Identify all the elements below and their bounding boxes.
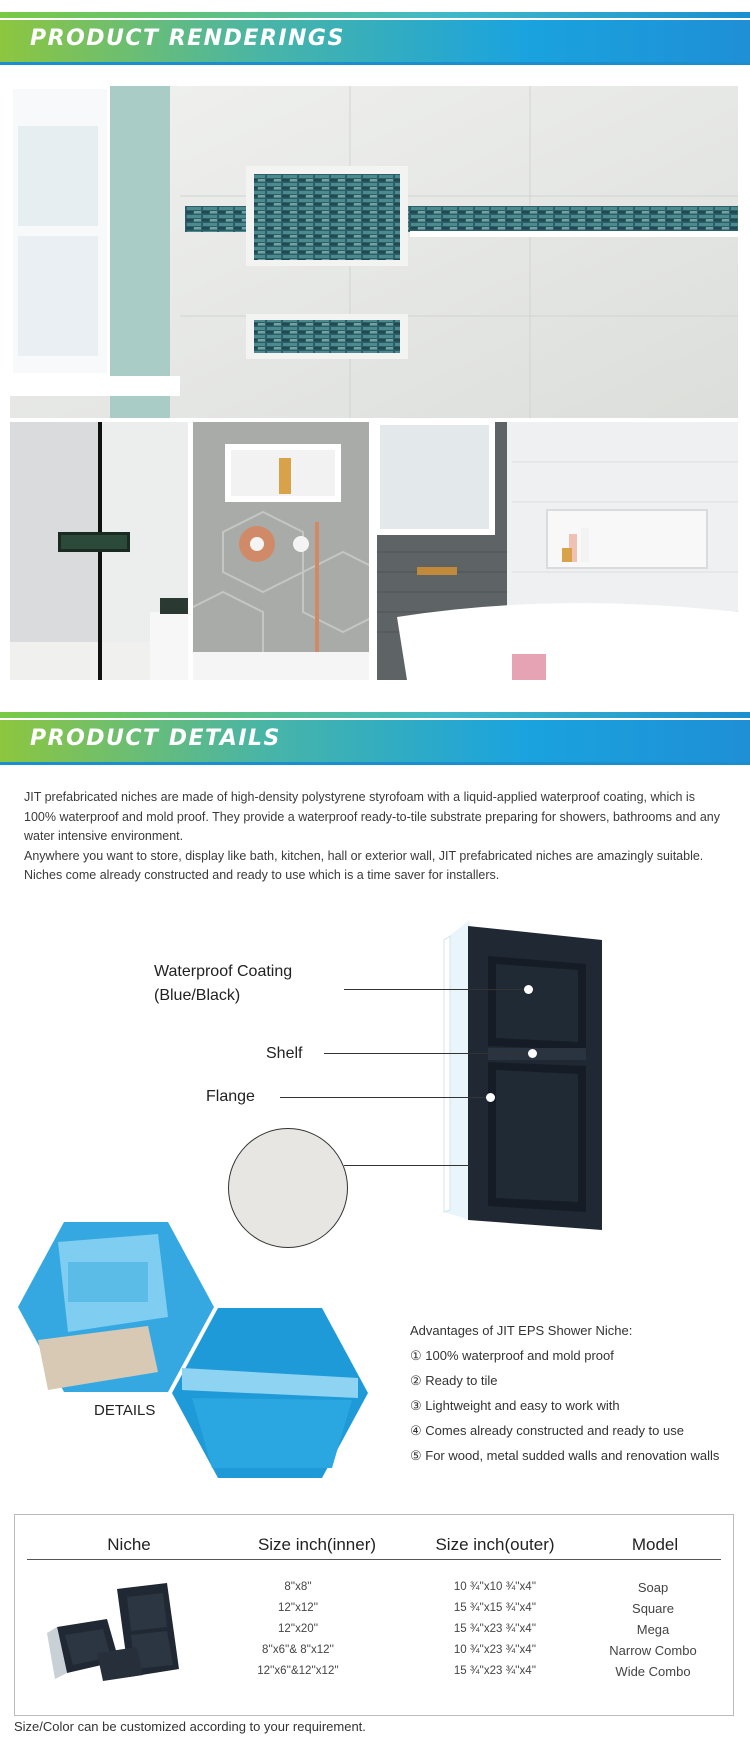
advantage-item: ① 100% waterproof and mold proof xyxy=(410,1348,614,1363)
header-inner-size: Size inch(inner) xyxy=(257,1535,377,1554)
eps-foam-closeup xyxy=(228,1128,348,1248)
advantage-item: ③ Lightweight and easy to work with xyxy=(410,1398,620,1413)
outer-size-cell: 15 ¾''x15 ¾''x4'' xyxy=(453,1602,537,1614)
inner-size-cell: 8''x8'' xyxy=(284,1581,312,1593)
outer-size-cell: 10 ¾''x10 ¾''x4'' xyxy=(453,1581,537,1593)
model-cell: Mega xyxy=(636,1622,670,1637)
coating-label: Waterproof Coating xyxy=(154,963,293,980)
model-cell: Narrow Combo xyxy=(609,1643,697,1658)
detail-hexagon-2 xyxy=(172,1308,368,1478)
header-niche: Niche xyxy=(107,1535,151,1554)
shelf-marker xyxy=(528,1049,537,1058)
size-table xyxy=(14,1514,734,1716)
model-cell: Soap xyxy=(637,1580,669,1595)
inner-size-cell: 12''x12'' xyxy=(277,1602,319,1614)
inner-size-cell: 12''x6''&12''x12'' xyxy=(257,1665,339,1677)
main-rendering-photo xyxy=(10,86,738,418)
coating-color-label: (Blue/Black) xyxy=(154,987,241,1004)
header-model: Model xyxy=(631,1535,679,1554)
description-paragraph-1: JIT prefabricated niches are made of high-density polystyrene styrofoam with a liquid-applied waterproof coating, which is 100% waterproof and mold proof. They provide a waterproof ready-to-tile substrate preparing for showers, bathrooms and any water intensive environment. xyxy=(24,790,720,843)
product-description xyxy=(24,788,724,886)
model-cell: Square xyxy=(632,1601,674,1616)
flange-leader-line xyxy=(280,1097,490,1098)
inner-size-cell: 12''x20'' xyxy=(277,1623,319,1635)
header-divider xyxy=(27,1559,721,1560)
outer-size-cell: 15 ¾''x23 ¾''x4'' xyxy=(453,1623,537,1635)
copper-fixtures-photo xyxy=(193,422,369,680)
header-outer-size: Size inch(outer) xyxy=(435,1535,555,1554)
advantages-title: Advantages of JIT EPS Shower Niche: xyxy=(410,1323,633,1338)
coating-leader-line xyxy=(344,989,528,990)
shower-photo xyxy=(10,422,188,680)
advantages-list xyxy=(410,1318,719,1468)
shelf-leader-line xyxy=(324,1053,532,1054)
advantage-item: ④ Comes already constructed and ready to use xyxy=(410,1423,684,1438)
niche-product-thumbnail xyxy=(37,1577,187,1687)
renderings-title: PRODUCT RENDERINGS xyxy=(30,26,345,51)
description-paragraph-2: Anywhere you want to store, display like bath, kitchen, hall or exterior wall, JIT prefabricated niches are amazingly suitable. Niches come already constructed and ready to use which is a time saver for installers. xyxy=(24,848,704,882)
flange-marker xyxy=(486,1093,495,1102)
model-cell: Wide Combo xyxy=(615,1664,691,1679)
shelf-label: Shelf xyxy=(266,1045,303,1062)
renderings-banner xyxy=(0,12,750,64)
advantage-item: ⑤ For wood, metal sudded walls and renovation walls xyxy=(410,1448,720,1463)
details-title: PRODUCT DETAILS xyxy=(30,726,281,751)
details-label: DETAILS xyxy=(94,1402,156,1419)
outer-size-cell: 10 ¾''x23 ¾''x4'' xyxy=(453,1644,537,1656)
inner-size-cell: 8''x6''& 8''x12'' xyxy=(262,1644,334,1656)
flange-label: Flange xyxy=(206,1088,255,1105)
coating-marker xyxy=(524,985,533,994)
customization-note: Size/Color can be customized according to your requirement. xyxy=(14,1719,366,1734)
advantage-item: ② Ready to tile xyxy=(410,1373,498,1388)
foam-leader-line xyxy=(344,1165,470,1166)
outer-size-cell: 15 ¾''x23 ¾''x4'' xyxy=(453,1665,537,1677)
details-banner xyxy=(0,712,750,764)
niche-product-image xyxy=(440,920,610,1240)
bathtub-photo xyxy=(377,422,738,680)
